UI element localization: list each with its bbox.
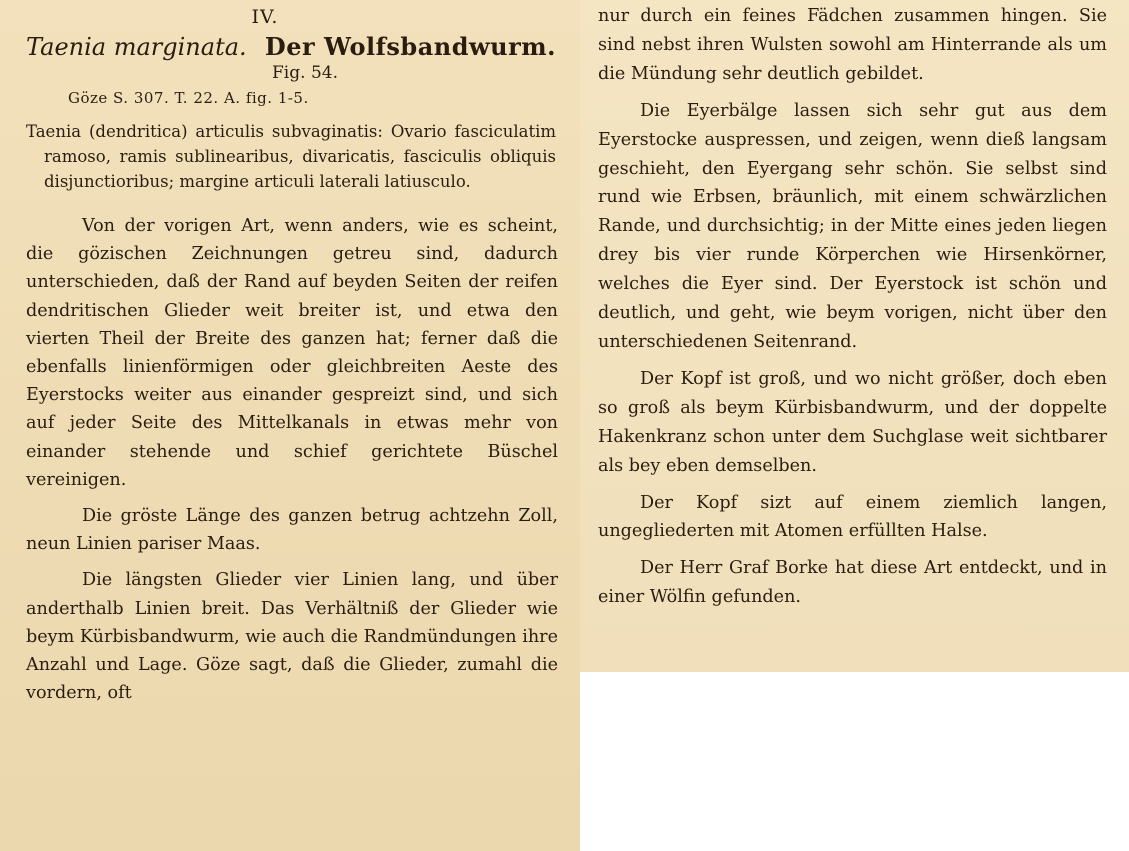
body-paragraph: Der Kopf sizt auf einem ziemlich langen, ungegliederten mit Atomen erfüllten Halse. [598, 492, 1107, 542]
body-paragraph: Die längsten Glieder vier Linien lang, und über anderthalb Linien breit. Das Verhältniß der Glieder wie beym Kürbisbandwurm, wie auch die Randmündungen ihre Anzahl und Lage. Göze sagt, daß die Glieder, zumahl die vordern, oft [26, 570, 558, 704]
right-column [580, 0, 1129, 672]
body-paragraph: Die Eyerbälge lassen sich sehr gut aus dem Eyerstocke auspressen, und zeigen, wenn dieß langsam geschieht, den Eyergang sehr schön. Sie selbst sind rund wie Erbsen, bräunlich, mit einem schwärzlichen Rande, und durchsichtig; in der Mitte eines jeden liegen drey bis vier runde Körperchen wie Hirsenkörner, welches die Eyer sind. Der Eyerstock ist schön und deutlich, und geht, wie beym vorigen, nicht über den unterschiedenen Seitenrand. [598, 100, 1107, 352]
latin-diagnosis: Taenia (dendritica) articulis subvaginatis: Ovario fasciculatim ramoso, ramis sublinearibus, divaricatis, fasciculis obliquis disjunctioribus; margine articuli laterali latiusculo. [26, 122, 556, 191]
body-paragraph: Von der vorigen Art, wenn anders, wie es scheint, die gözischen Zeichnungen getreu sind, dadurch unterschieden, daß der Rand auf beyden Seiten der reifen dendritischen Glieder weit breiter ist, und etwa den vierten Theil der Breite des ganzen hat; ferner daß die ebenfalls linienförmigen oder gleichbreiten Aeste des Eyerstocks weiter aus einander gespreizt sind, und sich auf jeder Seite des Mittelkanals in etwas mehr von einander stehende und schief gerichtete Büschel vereinigen. [26, 216, 558, 490]
body-paragraph-continued: nur durch ein feines Fädchen zusammen hingen. Sie sind nebst ihren Wulsten sowohl am Hinterrande als um die Mündung sehr deutlich gebildet. [598, 6, 1107, 84]
body-paragraph: Der Herr Graf Borke hat diese Art entdeckt, und in einer Wölfin gefunden. [598, 558, 1107, 608]
title-german: Der Wolfsbandwurm. [264, 32, 556, 61]
body-paragraph: Die gröste Länge des ganzen betrug achtzehn Zoll, neun Linien pariser Maas. [26, 506, 558, 555]
title-latin: Taenia marginata. [26, 33, 247, 61]
figure-reference: Fig. 54. [272, 63, 338, 83]
species-title [26, 32, 564, 61]
section-number: IV. [251, 6, 279, 28]
literature-reference: Göze S. 307. T. 22. A. fig. 1-5. [68, 89, 309, 107]
body-paragraph: Der Kopf ist groß, und wo nicht größer, doch eben so groß als beym Kürbisbandwurm, und der doppelte Hakenkranz schon unter dem Suchglase weit sichtbarer als bey eben demselben. [598, 368, 1107, 476]
